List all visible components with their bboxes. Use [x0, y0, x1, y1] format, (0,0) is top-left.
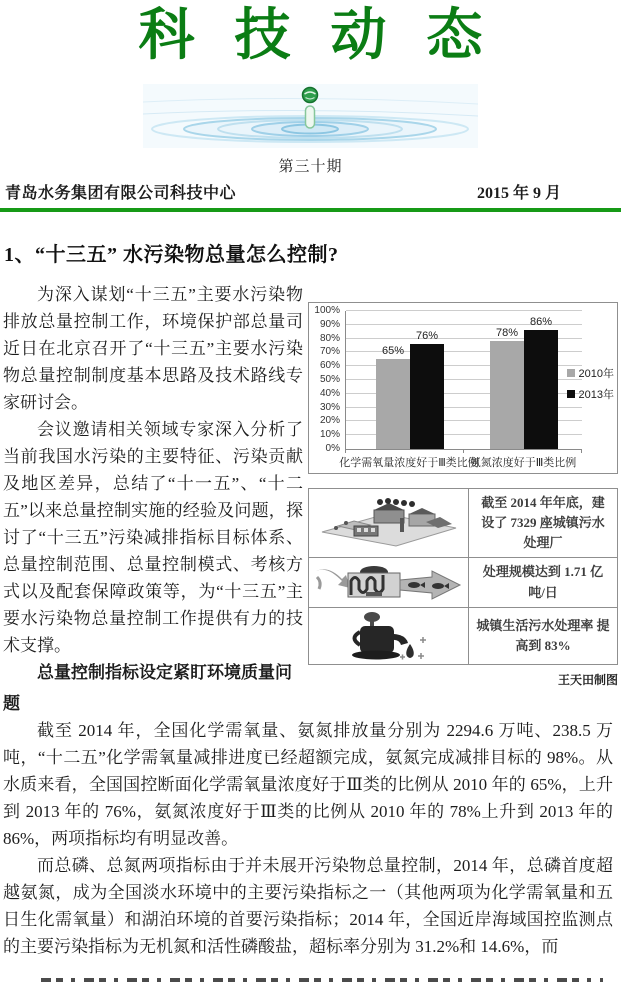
legend-swatch: [567, 390, 575, 398]
y-axis-tick-label: 100%: [314, 305, 340, 316]
chart-plot-area: [345, 311, 582, 450]
article-title: 1、“十三五” 水污染物总量怎么控制?: [4, 244, 339, 266]
green-globe-drop-icon: [303, 88, 318, 103]
y-axis-tick-label: 90%: [319, 318, 340, 330]
x-axis-tick: [345, 449, 346, 453]
clipped-text-line: [41, 978, 603, 982]
info-text-plants: 截至 2014 年年底，建设了 7329 座城镇污水处理厂: [481, 495, 605, 551]
y-axis-tick-label: 40%: [319, 387, 340, 399]
figure-column: [308, 302, 620, 688]
x-axis-category-label: 氨氮浓度好于Ⅲ类比例: [469, 457, 577, 469]
org-name: 青岛水务集团有限公司科技中心: [5, 185, 237, 202]
paragraph-4: 而总磷、总氮两项指标由于并未展开污染物总量控制，2014 年，总磷首度超越氨氮，成为全国淡水环境中的主要污染指标之一（其他两项为化学需氧量和五日生化需氧量）和湖泊环境的首要污染指标；2014 年，全国近岸海域国控监测点的主要污染指标为无机氮和活性磷酸盐，超标率分别为 31.2%和 14.6%，而: [3, 855, 613, 956]
y-axis-tick-label: 70%: [319, 346, 340, 358]
bar-value-label: 76%: [415, 330, 439, 343]
chart-legend: [567, 365, 614, 402]
section-subhead-line1: 总量控制指标设定紧盯环境质量问: [37, 663, 292, 682]
masthead: [0, 0, 621, 212]
info-row-treatment-rate: [309, 608, 617, 664]
water-splash-wrap: [0, 84, 621, 176]
issue-date: 2015 年 9 月: [476, 185, 561, 202]
section-subhead-line2: 题: [3, 693, 20, 713]
water-splash-image: [143, 84, 478, 148]
x-axis-tick: [463, 449, 464, 453]
bar-2013年-0: [410, 344, 444, 449]
credit-caption: 王天田制图: [557, 672, 618, 687]
gridline: [346, 310, 582, 311]
legend-swatch: [567, 369, 575, 377]
left-text-column: [3, 281, 303, 688]
paragraph-2: 会议邀请相关领域专家深入分析了当前我国水污染的主要特征、污染贡献及地区差异，总结了“十一五”、“十二五”以来总量控制实施的经验及问题，探讨了“十三五”污染减排指标目标体系、总量控制范围、总量控制模式、考核方式以及配套保障政策等，为“十三五”主要水污染物总量控制工作提供有力的技术支撑。: [3, 420, 303, 655]
bar-2013年-1: [524, 330, 558, 449]
bar-2010年-0: [376, 359, 410, 449]
y-axis-tick-label: 80%: [319, 332, 340, 344]
y-axis-tick-label: 50%: [319, 374, 340, 385]
household-sewage-illustration: [314, 610, 464, 662]
article: [0, 238, 621, 982]
paragraph-1: 为深入谋划“十三五”主要水污染物排放总量控制工作，环境保护部总量司近日在北京召开了“十三五”主要水污染物总量控制制度基本思路及技术路线专家研讨会。: [3, 285, 303, 412]
y-axis-tick-label: 20%: [319, 415, 340, 427]
bar-chart-figure: [308, 302, 618, 474]
info-text-treatment-rate: 城镇生活污水处理率 提高到 83%: [476, 617, 610, 653]
legend-item: [567, 386, 614, 402]
org-line: [0, 176, 621, 203]
issue-number: 第三十期: [278, 159, 343, 175]
divider-rule: [0, 208, 621, 212]
infographic-table: [308, 488, 618, 665]
masthead-title: 科 技 动 态: [138, 5, 496, 67]
paragraph-3: 截至 2014 年，全国化学需氧量、氨氮排放量分别为 2294.6 万吨、238.5 万吨，“十二五”化学需氧量减排进度已经超额完成，氨氮完成减排目标的 98%。从水质来看，全国国控断面化学需氧量浓度好于Ⅲ类的比例从 2010 年的 65%，上升到 2013 年的 76%，氨氮浓度好于Ⅲ类的比例从 2010 年的 78%上升到 2013 年的 86%，两项指标均有明显改善。: [3, 720, 613, 848]
info-row-capacity: [309, 558, 617, 607]
bar-2010年-1: [490, 341, 524, 449]
y-axis-tick-label: 30%: [319, 401, 340, 413]
info-text-capacity: 处理规模达到 1.71 亿吨/日: [482, 564, 604, 600]
legend-label: 2013年: [578, 389, 614, 401]
x-axis-tick: [581, 449, 582, 453]
y-axis-tick-label: 0%: [325, 443, 340, 454]
y-axis-tick-label: 10%: [319, 429, 340, 441]
bar-value-label: 78%: [495, 327, 519, 340]
treatment-process-flow-illustration: [314, 561, 464, 605]
bar-value-label: 65%: [381, 345, 405, 358]
full-width-text: [0, 690, 621, 982]
legend-label: 2010年: [578, 368, 614, 380]
city-treatment-plants-illustration: [314, 498, 464, 548]
legend-item: [567, 365, 614, 381]
bar-value-label: 86%: [529, 316, 553, 329]
info-row-plants: [309, 489, 617, 558]
y-axis-tick-label: 60%: [319, 360, 340, 372]
x-axis-category-label: 化学需氧量浓度好于Ⅲ类比例: [339, 457, 479, 469]
